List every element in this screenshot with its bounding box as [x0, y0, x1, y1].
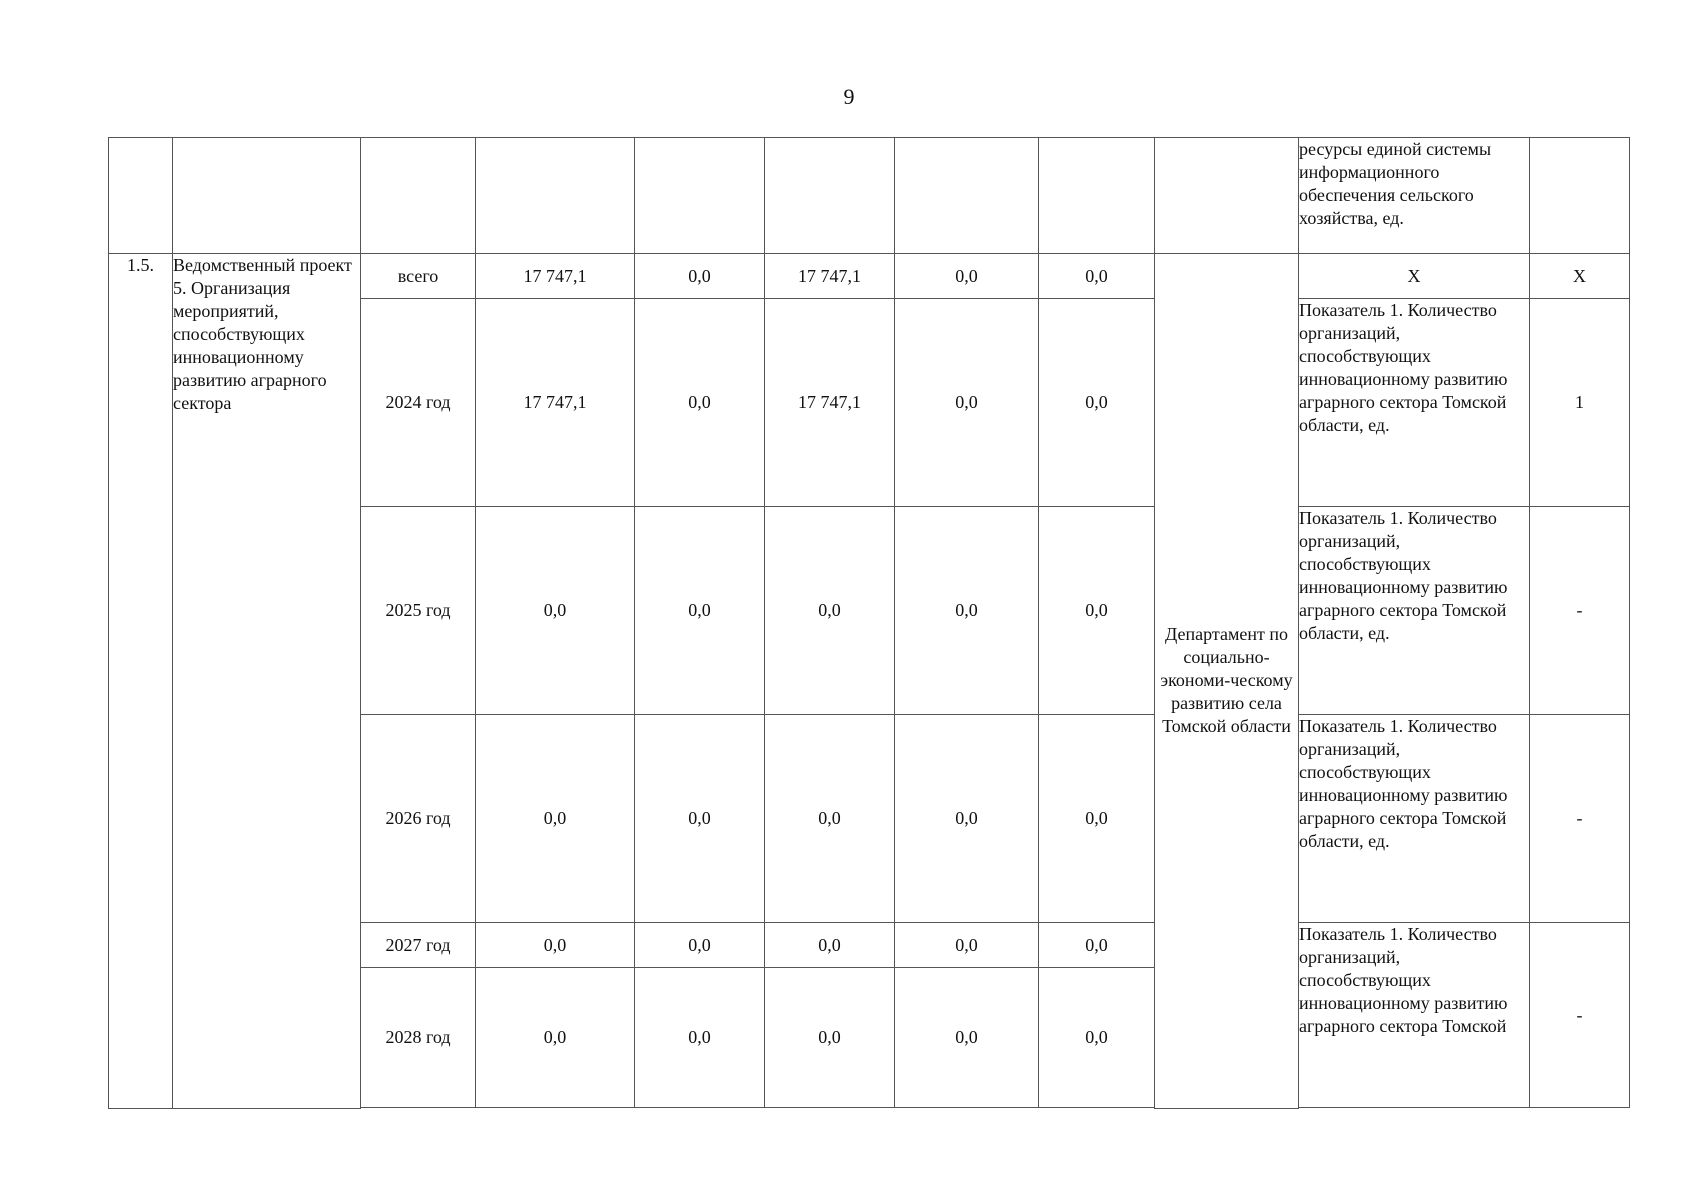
- value-cell: 0,0: [1039, 299, 1155, 507]
- indicator-value: X: [1530, 254, 1630, 299]
- indicator-cell: Показатель 1. Количество организаций, способствующих инновационному развитию аграрного сектора Томской: [1299, 923, 1530, 1108]
- value-cell: 0,0: [635, 968, 765, 1108]
- value-cell: 17 747,1: [476, 254, 635, 299]
- value-cell: 17 747,1: [765, 299, 895, 507]
- indicator-cell: X: [1299, 254, 1530, 299]
- value-cell: 0,0: [1039, 968, 1155, 1108]
- value-cell: 0,0: [765, 507, 895, 715]
- value-cell: 0,0: [895, 715, 1039, 923]
- table-row: [109, 254, 1630, 299]
- item-name: Ведомственный проект 5. Организация мероприятий, способствующих инновационному развитию аграрного сектора: [173, 254, 361, 1109]
- indicator-cell: ресурсы единой системы информационного обеспечения сельского хозяйства, ед.: [1299, 138, 1530, 254]
- cell-empty: [109, 138, 173, 254]
- value-cell: 0,0: [635, 254, 765, 299]
- indicator-value: 1: [1530, 299, 1630, 507]
- period-cell: 2026 год: [361, 715, 476, 923]
- value-cell: 0,0: [1039, 923, 1155, 968]
- value-cell: 0,0: [1039, 715, 1155, 923]
- cell-empty: [1155, 138, 1299, 254]
- cell-empty: [635, 138, 765, 254]
- value-cell: 0,0: [635, 923, 765, 968]
- value-cell: 0,0: [476, 507, 635, 715]
- indicator-cell: Показатель 1. Количество организаций, способствующих инновационному развитию аграрного сектора Томской области, ед.: [1299, 299, 1530, 507]
- filler-cell: [1299, 1108, 1630, 1109]
- department-cell: Департамент по социально-экономи-ческому развитию села Томской области: [1155, 254, 1299, 1109]
- cell-empty: [765, 138, 895, 254]
- value-cell: 0,0: [765, 968, 895, 1108]
- value-cell: 0,0: [476, 968, 635, 1108]
- value-cell: 17 747,1: [476, 299, 635, 507]
- value-cell: 0,0: [476, 715, 635, 923]
- continuation-row: [109, 138, 1630, 254]
- cell-empty: [361, 138, 476, 254]
- value-cell: 0,0: [1039, 254, 1155, 299]
- value-cell: 0,0: [895, 299, 1039, 507]
- cell-empty: [1039, 138, 1155, 254]
- indicator-cell: Показатель 1. Количество организаций, способствующих инновационному развитию аграрного сектора Томской области, ед.: [1299, 507, 1530, 715]
- value-cell: 0,0: [895, 923, 1039, 968]
- value-cell: 0,0: [1039, 507, 1155, 715]
- cell-empty: [1530, 138, 1630, 254]
- period-cell: всего: [361, 254, 476, 299]
- value-cell: 0,0: [895, 968, 1039, 1108]
- value-cell: 0,0: [635, 507, 765, 715]
- indicator-value: -: [1530, 715, 1630, 923]
- value-cell: 0,0: [895, 507, 1039, 715]
- indicator-value: -: [1530, 507, 1630, 715]
- indicator-cell: Показатель 1. Количество организаций, способствующих инновационному развитию аграрного сектора Томской области, ед.: [1299, 715, 1530, 923]
- period-cell: 2027 год: [361, 923, 476, 968]
- value-cell: 0,0: [765, 923, 895, 968]
- value-cell: 17 747,1: [765, 254, 895, 299]
- cell-empty: [476, 138, 635, 254]
- period-cell: 2025 год: [361, 507, 476, 715]
- item-number: 1.5.: [109, 254, 173, 1109]
- value-cell: 0,0: [765, 715, 895, 923]
- program-table: [108, 137, 1630, 1109]
- filler-cell: [361, 1108, 1155, 1109]
- value-cell: 0,0: [476, 923, 635, 968]
- page-number: 9: [843, 84, 855, 109]
- value-cell: 0,0: [895, 254, 1039, 299]
- value-cell: 0,0: [635, 299, 765, 507]
- period-cell: 2024 год: [361, 299, 476, 507]
- value-cell: 0,0: [635, 715, 765, 923]
- cell-empty: [895, 138, 1039, 254]
- period-cell: 2028 год: [361, 968, 476, 1108]
- indicator-value: -: [1530, 923, 1630, 1108]
- cell-empty: [173, 138, 361, 254]
